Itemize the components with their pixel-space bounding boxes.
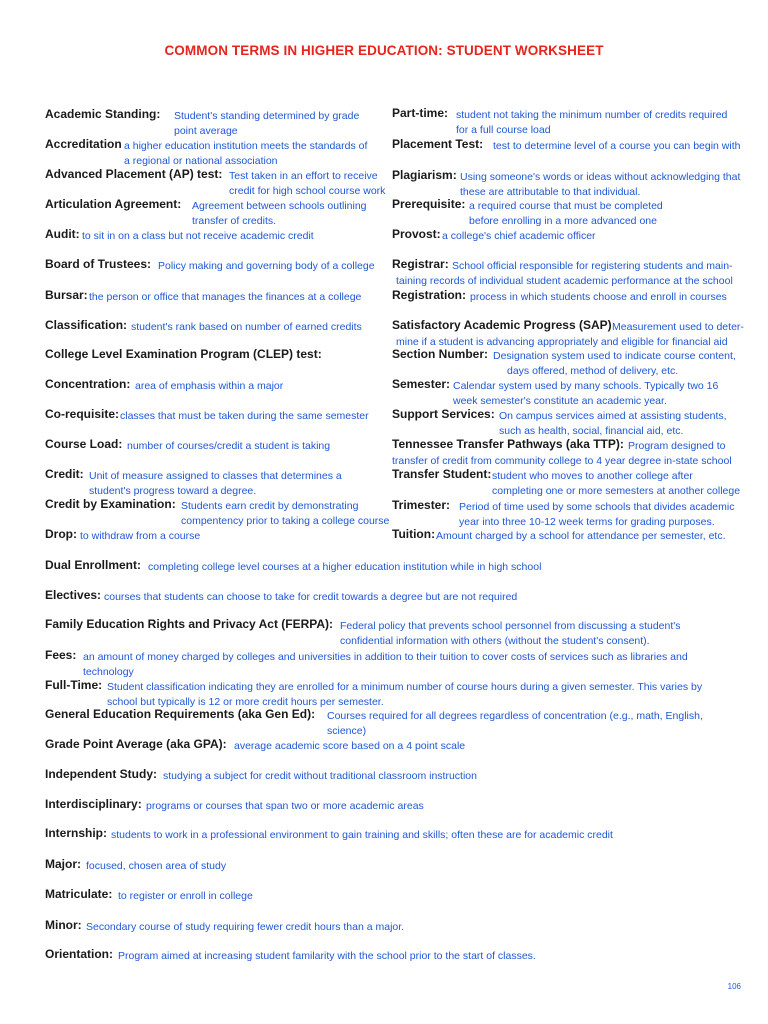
definition-bursar: the person or office that manages the finances at a college	[89, 291, 362, 303]
definition-continued-family-education-rights-and-privacy-act: confidential information with others (without the student's consent).	[340, 635, 650, 647]
term-electives: Electives:	[45, 588, 102, 602]
definition-board-of-trustees: Policy making and governing body of a college	[158, 260, 375, 272]
definition-course-load: number of courses/credit a student is taking	[127, 440, 331, 452]
definition-continued-general-education-requirements: science)	[327, 725, 367, 737]
definition-concentration: area of emphasis within a major	[135, 380, 284, 392]
definition-orientation: Program aimed at increasing student familarity with the school prior to the start of classes.	[118, 950, 536, 962]
definition-provost: a college's chief academic officer	[442, 230, 596, 242]
term-matriculate: Matriculate:	[45, 887, 113, 901]
term-college-level-examination-program-test: College Level Examination Program (CLEP) test:	[45, 347, 322, 361]
definition-continued-satisfactory-academic-progress: mine if a student is advancing appropriately and eligible for financial aid	[396, 336, 728, 348]
definition-satisfactory-academic-progress: Measurement used to deter-	[612, 321, 744, 333]
term-major: Major:	[45, 857, 81, 871]
term-board-of-trustees: Board of Trustees:	[45, 257, 152, 271]
term-trimester: Trimester:	[392, 498, 451, 512]
definition-placement-test: test to determine level of a course you can begin with	[493, 140, 741, 152]
term-audit: Audit:	[45, 227, 80, 241]
definition-continued-transfer-student: completing one or more semesters at another college	[492, 485, 741, 497]
term-prerequisite: Prerequisite:	[392, 197, 466, 211]
definition-transfer-student: student who moves to another college after	[492, 470, 693, 482]
definition-fees: an amount of money charged by colleges and universities in addition to their tuition to cover costs of services such as libraries and	[83, 651, 688, 663]
definition-registrar: School official responsible for registering students and main-	[452, 260, 733, 272]
definition-tennessee-transfer-pathways: Program designed to	[628, 440, 726, 452]
term-classification: Classification:	[45, 318, 128, 332]
definition-plagiarism: Using someone's words or ideas without acknowledging that	[460, 171, 741, 183]
page-number: 106	[727, 982, 741, 991]
worksheet-title: COMMON TERMS IN HIGHER EDUCATION: STUDENT WORKSHEET	[164, 43, 604, 58]
term-section-number: Section Number:	[392, 347, 489, 361]
term-general-education-requirements: General Education Requirements (aka Gen Ed):	[45, 707, 316, 721]
term-fees: Fees:	[45, 648, 77, 662]
definition-grade-point-average: average academic score based on a 4 point scale	[234, 740, 466, 752]
definition-dual-enrollment: completing college level courses at a higher education institution while in high school	[148, 561, 542, 573]
definition-co-requisite: classes that must be taken during the same semester	[120, 410, 369, 422]
term-semester: Semester:	[392, 377, 451, 391]
term-plagiarism: Plagiarism:	[392, 168, 457, 182]
term-academic-standing: Academic Standing:	[45, 107, 161, 121]
definition-continued-fees: technology	[83, 666, 134, 678]
definition-continued-advanced-placement-test: credit for high school course work	[229, 185, 386, 197]
definition-continued-part-time: for a full course load	[456, 124, 551, 136]
definition-advanced-placement-test: Test taken in an effort to receive	[229, 170, 378, 182]
term-dual-enrollment: Dual Enrollment:	[45, 558, 142, 572]
term-credit-by-examination: Credit by Examination:	[45, 497, 176, 511]
definition-general-education-requirements: Courses required for all degrees regardless of concentration (e.g., math, English,	[327, 710, 703, 722]
definition-full-time: Student classification indicating they are enrolled for a minimum number of course hours during a given semester. This varies by	[107, 681, 703, 693]
definition-accreditation: a higher education institution meets the standards of	[124, 140, 368, 152]
definition-part-time: student not taking the minimum number of credits required	[456, 109, 728, 121]
definition-continued-semester: week semester's constitute an academic year.	[453, 395, 667, 407]
term-placement-test: Placement Test:	[392, 137, 484, 151]
term-minor: Minor:	[45, 918, 82, 932]
definition-continued-trimester: year into three 10-12 week terms for grading purposes.	[459, 516, 715, 528]
term-tuition: Tuition:	[392, 527, 436, 541]
definition-continued-section-number: days offered, method of delivery, etc.	[507, 365, 679, 377]
definition-continued-registrar: taining records of individual student academic performance at the school	[396, 275, 733, 287]
definition-electives: courses that students can choose to take for credit towards a degree but are not required	[104, 591, 518, 603]
definition-continued-full-time: school but typically is 12 or more credit hours per semester.	[107, 696, 384, 708]
term-internship: Internship:	[45, 826, 107, 840]
definition-articulation-agreement: Agreement between schools outlining	[192, 200, 367, 212]
definition-tuition: Amount charged by a school for attendance per semester, etc.	[436, 530, 726, 542]
term-credit: Credit:	[45, 467, 84, 481]
term-satisfactory-academic-progress: Satisfactory Academic Progress (SAP)	[392, 318, 612, 332]
definition-audit: to sit in on a class but not receive academic credit	[82, 230, 314, 242]
definition-registration: process in which students choose and enroll in courses	[470, 291, 727, 303]
term-course-load: Course Load:	[45, 437, 123, 451]
term-concentration: Concentration:	[45, 377, 131, 391]
definition-academic-standing: Student's standing determined by grade	[174, 110, 360, 122]
term-drop: Drop:	[45, 527, 77, 541]
term-registration: Registration:	[392, 288, 467, 302]
term-grade-point-average: Grade Point Average (aka GPA):	[45, 737, 227, 751]
definition-credit: Unit of measure assigned to classes that determines a	[89, 470, 342, 482]
term-support-services: Support Services:	[392, 407, 495, 421]
term-registrar: Registrar:	[392, 257, 449, 271]
definition-major: focused, chosen area of study	[86, 860, 227, 872]
definition-continued-support-services: such as health, social, financial aid, etc.	[499, 425, 684, 437]
definition-continued-credit: student's progress toward a degree.	[89, 485, 257, 497]
definition-trimester: Period of time used by some schools that divides academic	[459, 501, 735, 513]
definition-prerequisite: a required course that must be completed	[469, 200, 663, 212]
definition-continued-credit-by-examination: compentency prior to taking a college course	[181, 515, 390, 527]
definition-continued-academic-standing: point average	[174, 125, 238, 137]
term-transfer-student: Transfer Student:	[392, 467, 492, 481]
definition-support-services: On campus services aimed at assisting students,	[499, 410, 727, 422]
term-interdisciplinary: Interdisciplinary:	[45, 797, 142, 811]
definition-section-number: Designation system used to indicate course content,	[493, 350, 736, 362]
definition-classification: student's rank based on number of earned credits	[131, 321, 362, 333]
definition-independent-study: studying a subject for credit without traditional classroom instruction	[163, 770, 477, 782]
term-articulation-agreement: Articulation Agreement:	[45, 197, 182, 211]
definition-interdisciplinary: programs or courses that span two or more academic areas	[146, 800, 424, 812]
definition-matriculate: to register or enroll in college	[118, 890, 253, 902]
term-accreditation: Accreditation	[45, 137, 122, 151]
definition-continued-articulation-agreement: transfer of credits.	[192, 215, 277, 227]
term-orientation: Orientation:	[45, 947, 113, 961]
definition-continued-tennessee-transfer-pathways: transfer of credit from community college to 4 year degree in-state school	[392, 455, 732, 467]
term-bursar: Bursar:	[45, 288, 88, 302]
definition-continued-accreditation: a regional or national association	[124, 155, 278, 167]
definition-semester: Calendar system used by many schools. Typically two 16	[453, 380, 719, 392]
term-part-time: Part-time:	[392, 106, 449, 120]
definition-continued-prerequisite: before enrolling in a more advanced one	[469, 215, 657, 227]
term-provost: Provost:	[392, 227, 441, 241]
term-advanced-placement-test: Advanced Placement (AP) test:	[45, 167, 223, 181]
term-tennessee-transfer-pathways: Tennessee Transfer Pathways (aka TTP):	[392, 437, 624, 451]
definition-family-education-rights-and-privacy-act: Federal policy that prevents school personnel from discussing a student's	[340, 620, 681, 632]
term-family-education-rights-and-privacy-act: Family Education Rights and Privacy Act (FERPA):	[45, 617, 334, 631]
definition-credit-by-examination: Students earn credit by demonstrating	[181, 500, 359, 512]
term-independent-study: Independent Study:	[45, 767, 157, 781]
definition-internship: students to work in a professional environment to gain training and skills; often these are for academic credit	[111, 829, 613, 841]
term-co-requisite: Co-requisite:	[45, 407, 120, 421]
definition-continued-plagiarism: these are attributable to that individual.	[460, 186, 641, 198]
definition-minor: Secondary course of study requiring fewer credit hours than a major.	[86, 921, 405, 933]
term-full-time: Full-Time:	[45, 678, 103, 692]
definition-drop: to withdraw from a course	[80, 530, 201, 542]
